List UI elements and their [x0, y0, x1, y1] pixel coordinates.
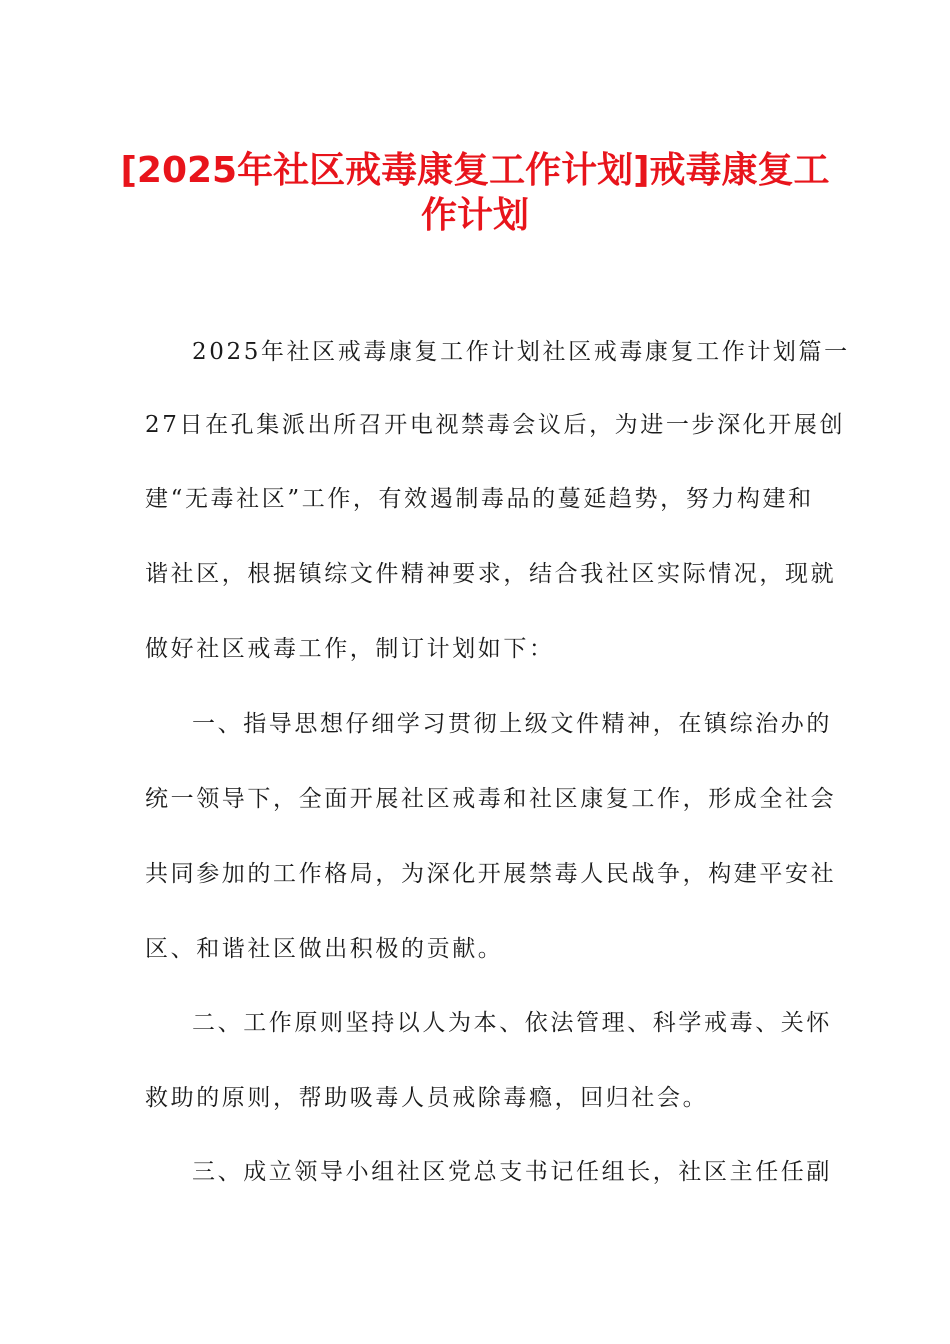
paragraph-line: 27日在孔集派出所召开电视禁毒会议后，为进一步深化开展创: [145, 412, 846, 438]
document-title-line-2: 作计划: [420, 195, 529, 236]
paragraph-line: 救助的原则，帮助吸毒人员戒除毒瘾，回归社会。: [145, 1085, 709, 1111]
paragraph-line: 区、和谐社区做出积极的贡献。: [145, 936, 504, 962]
paragraph-line: 三、成立领导小组社区党总支书记任组长，社区主任任副: [192, 1159, 832, 1185]
document-title-line-1: [2025年社区戒毒康复工作计划]戒毒康复工: [120, 150, 830, 191]
paragraph-line: 谐社区，根据镇综文件精神要求，结合我社区实际情况，现就: [145, 561, 837, 587]
paragraph-line: 做好社区戒毒工作，制订计划如下：: [145, 636, 555, 662]
paragraph-line: 2025年社区戒毒康复工作计划社区戒毒康复工作计划篇一: [192, 339, 850, 365]
paragraph-line: 统一领导下，全面开展社区戒毒和社区康复工作，形成全社会: [145, 786, 837, 812]
paragraph-line: 一、指导思想仔细学习贯彻上级文件精神，在镇综治办的: [192, 711, 832, 737]
paragraph-line: 共同参加的工作格局，为深化开展禁毒人民战争，构建平安社: [145, 861, 837, 887]
paragraph-line: 二、工作原则坚持以人为本、依法管理、科学戒毒、关怀: [192, 1010, 832, 1036]
paragraph-line: 建“无毒社区”工作，有效遏制毒品的蔓延趋势，努力构建和: [145, 486, 814, 512]
